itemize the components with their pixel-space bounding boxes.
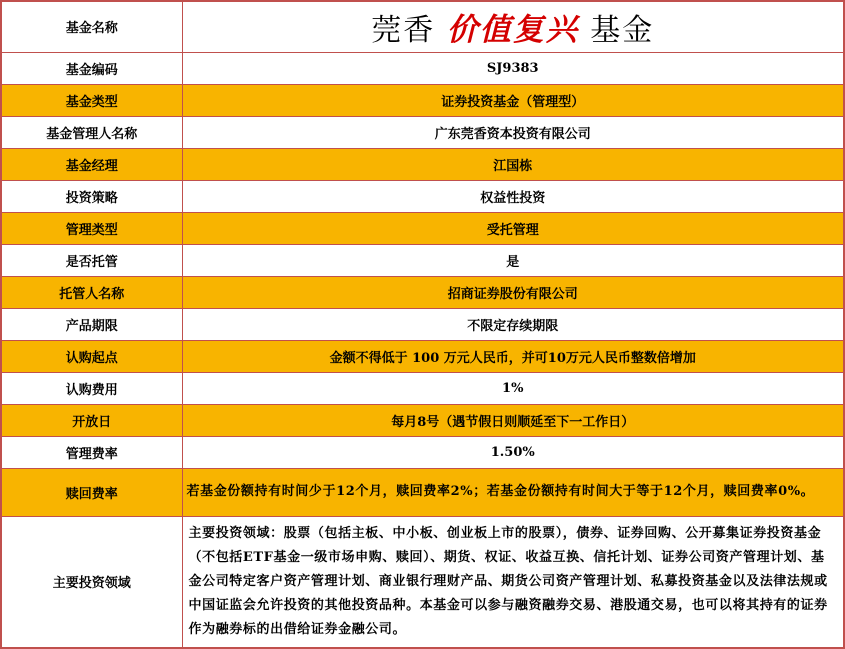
row-value: 证券投资基金（管理型） <box>182 84 844 116</box>
table-row <box>1 276 844 308</box>
row-label: 是否托管 <box>1 244 182 276</box>
row-value: 权益性投资 <box>182 180 844 212</box>
row-label: 认购费用 <box>1 372 182 404</box>
table-row <box>1 84 844 116</box>
row-value: 不限定存续期限 <box>182 308 844 340</box>
row-value: 是 <box>182 244 844 276</box>
table-row-fund-name <box>1 1 844 52</box>
table-row <box>1 148 844 180</box>
row-label: 产品期限 <box>1 308 182 340</box>
row-label: 基金管理人名称 <box>1 116 182 148</box>
row-value: 江国栋 <box>182 148 844 180</box>
row-label: 管理类型 <box>1 212 182 244</box>
row-label: 认购起点 <box>1 340 182 372</box>
row-value: 1.50% <box>182 436 844 468</box>
row-value: SJ9383 <box>182 52 844 84</box>
fund-name-suffix: 基金 <box>578 13 655 49</box>
fund-name-prefix: 莞香 <box>371 13 447 49</box>
row-value: 受托管理 <box>182 212 844 244</box>
row-label: 开放日 <box>1 404 182 436</box>
row-value: 金额不得低于 100 万元人民币，并可10万元人民币整数倍增加 <box>182 340 844 372</box>
row-label: 基金编码 <box>1 52 182 84</box>
row-value: 广东莞香资本投资有限公司 <box>182 116 844 148</box>
table-row <box>1 116 844 148</box>
table-row <box>1 308 844 340</box>
row-label: 托管人名称 <box>1 276 182 308</box>
row-value: 若基金份额持有时间少于12个月，赎回费率2%；若基金份额持有时间大于等于12个月，赎回费率0%。 <box>182 468 844 516</box>
table-row <box>1 372 844 404</box>
table-row <box>1 468 844 516</box>
table-row <box>1 404 844 436</box>
fund-name-highlight: 价值复兴 <box>446 12 579 49</box>
row-label: 投资策略 <box>1 180 182 212</box>
row-label: 主要投资领域 <box>1 516 182 648</box>
row-label: 基金类型 <box>1 84 182 116</box>
row-label: 赎回费率 <box>1 468 182 516</box>
label-fund-name: 基金名称 <box>1 1 182 52</box>
table-row <box>1 244 844 276</box>
table-row <box>1 340 844 372</box>
row-label: 基金经理 <box>1 148 182 180</box>
table-row <box>1 516 844 648</box>
table-row <box>1 180 844 212</box>
row-value: 招商证券股份有限公司 <box>182 276 844 308</box>
row-value: 1% <box>182 372 844 404</box>
row-value: 主要投资领域：股票（包括主板、中小板、创业板上市的股票），债券、证券回购、公开募集证券投资基金（不包括ETF基金一级市场申购、赎回）、期货、权证、收益互换、信托计划、证券公司资产管理计划、基金公司特定客户资产管理计划、商业银行理财产品、期货公司资产管理计划、私募投资基金以及法律法规或中国证监会允许投资的其他投资品种。本基金可以参与融资融券交易、港股通交易，也可以将其持有的证券作为融券标的出借给证券金融公司。 <box>182 516 844 648</box>
fund-name-value <box>182 1 844 52</box>
table-row <box>1 52 844 84</box>
row-value: 每月8号（遇节假日则顺延至下一工作日） <box>182 404 844 436</box>
table-row <box>1 436 844 468</box>
row-label: 管理费率 <box>1 436 182 468</box>
table-row <box>1 212 844 244</box>
fund-name-title <box>371 13 654 48</box>
